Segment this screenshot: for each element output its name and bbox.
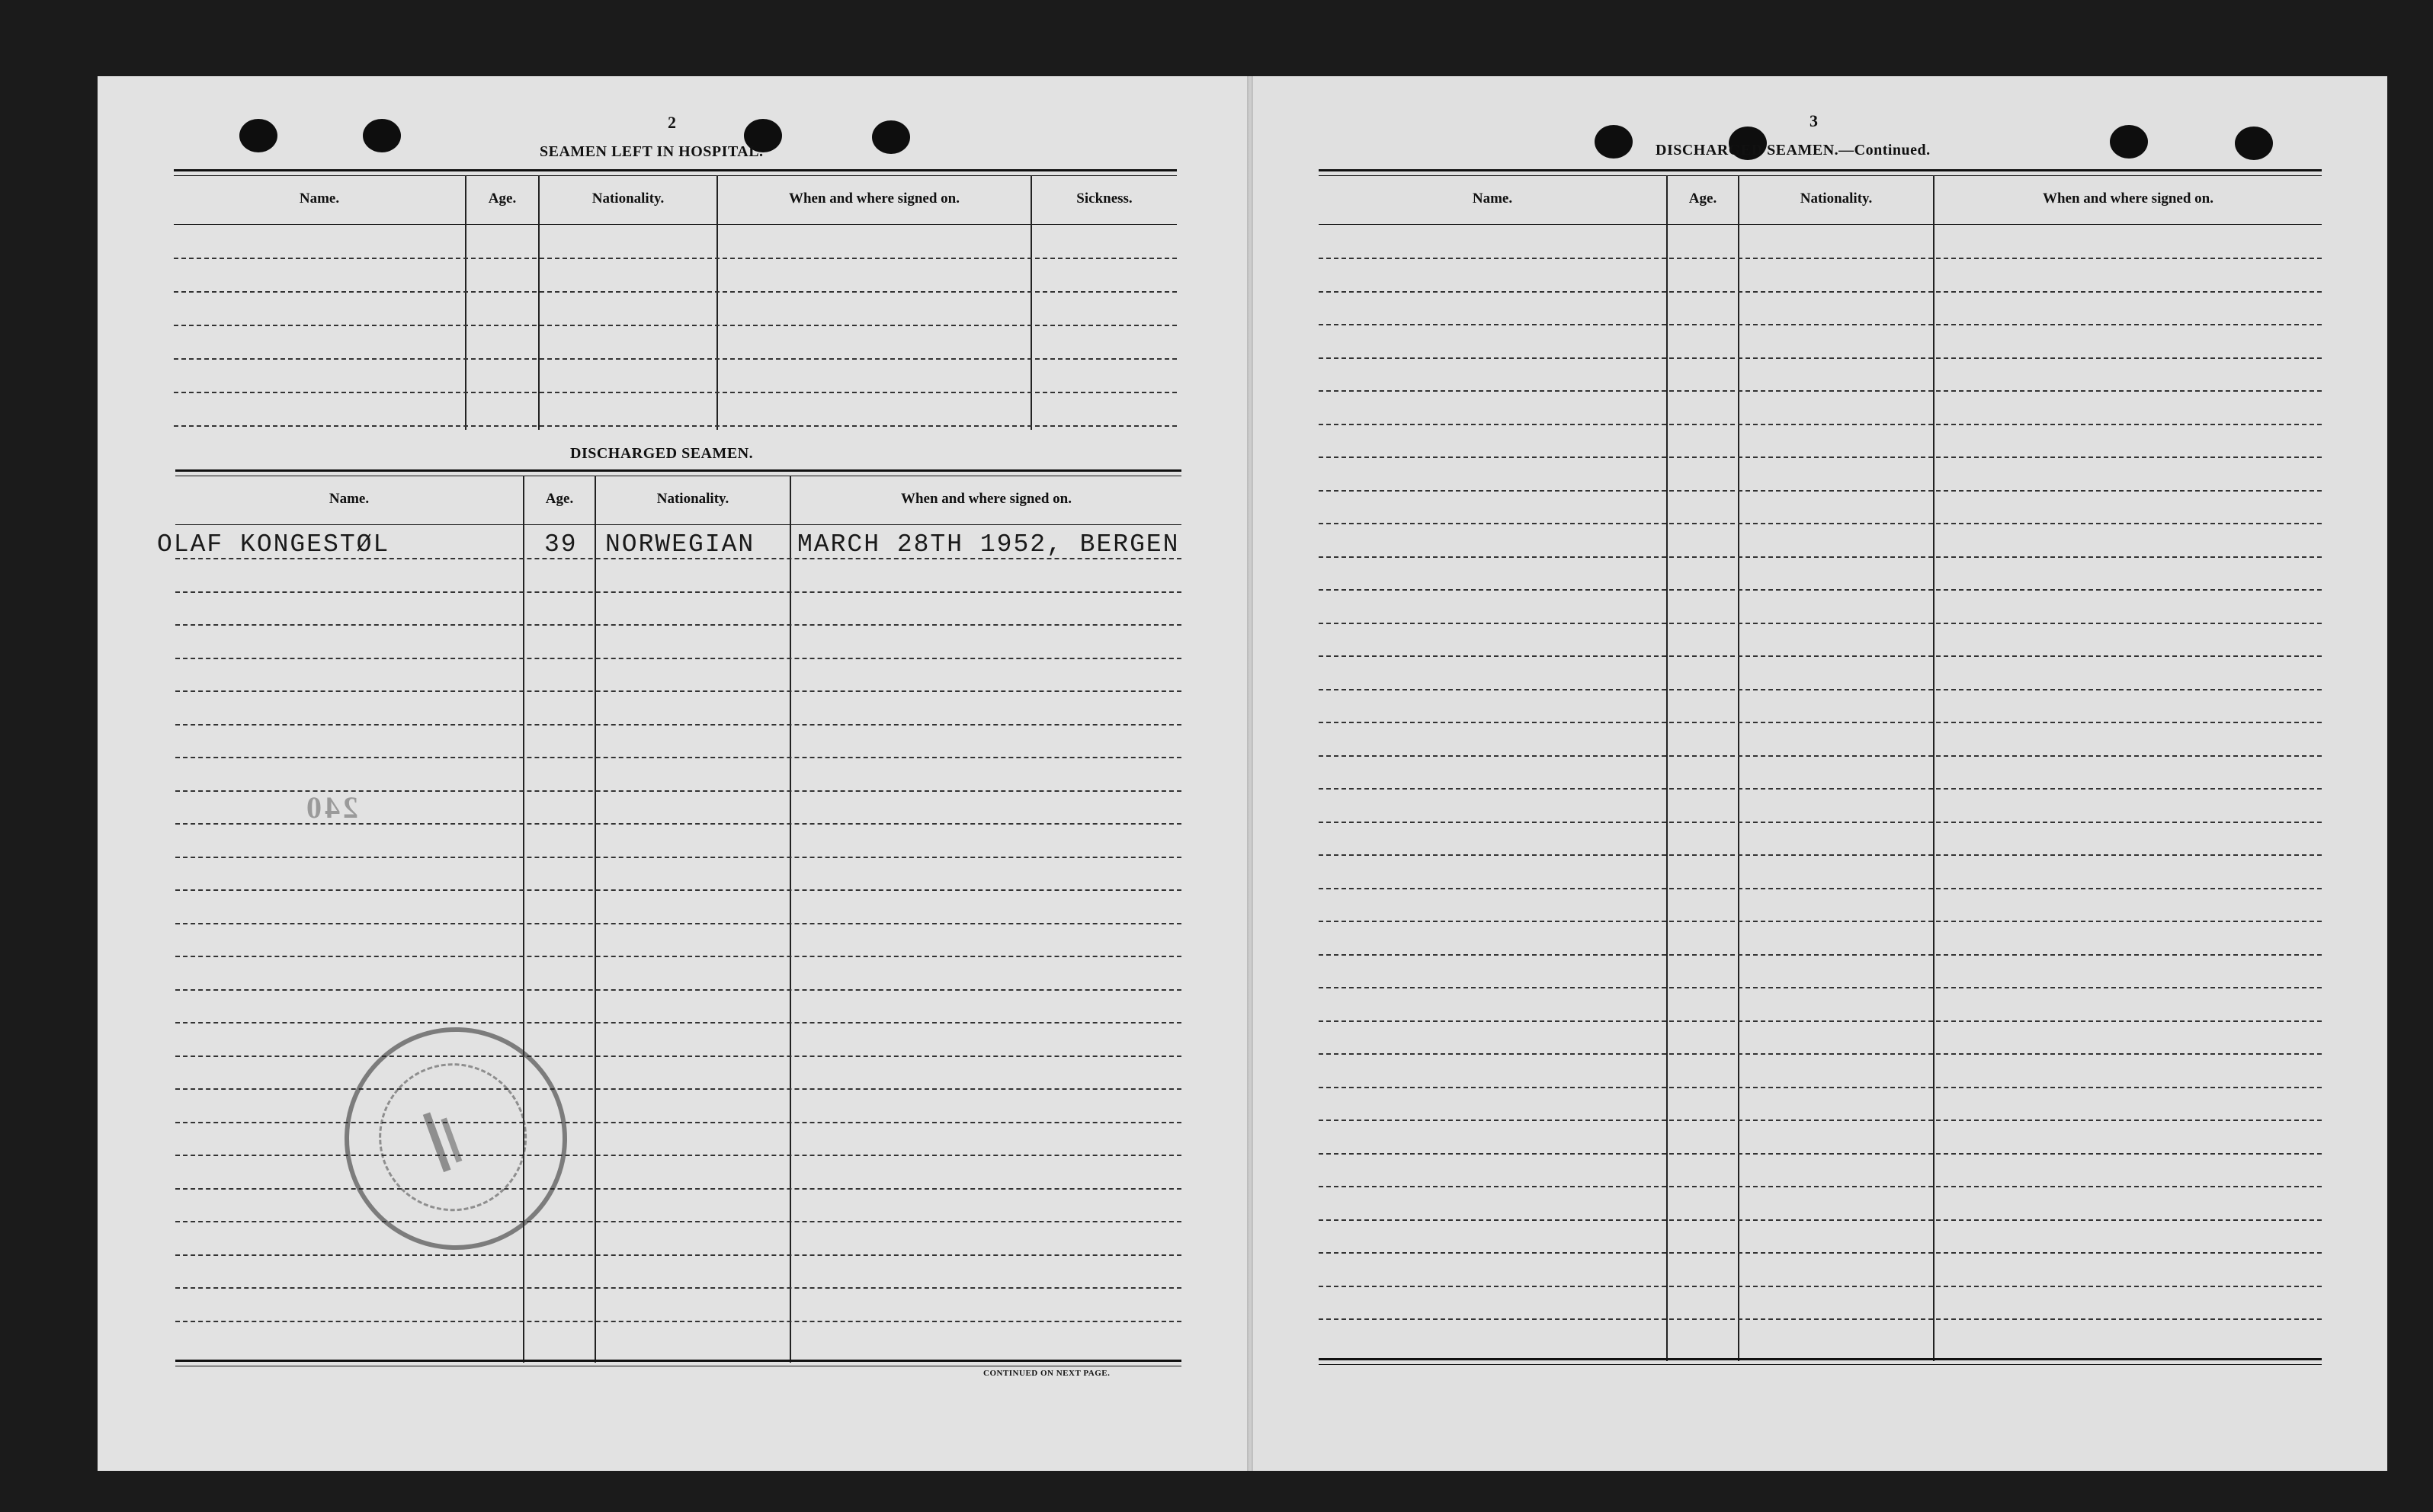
punch-hole	[872, 120, 910, 154]
section-title-discharged-continued: DISCHARGED SEAMEN.—Continued.	[1656, 142, 1931, 159]
page-number: 3	[1810, 111, 1818, 130]
column-header-signed-on: When and where signed on.	[2042, 191, 2213, 207]
page-fold	[1247, 76, 1253, 1471]
column-header-age: Age.	[545, 491, 574, 507]
discharged-table	[175, 469, 1181, 1366]
column-header-sickness: Sickness.	[1076, 191, 1133, 207]
punch-hole	[363, 119, 401, 152]
seaman-signed-on: MARCH 28TH 1952, BERGEN	[797, 530, 1180, 559]
punch-hole	[2235, 127, 2273, 160]
page-number: 2	[668, 113, 676, 132]
discharged-continued-table	[1319, 169, 2322, 1366]
column-header-age: Age.	[488, 191, 517, 207]
column-header-age: Age.	[1688, 191, 1717, 207]
punch-hole	[239, 119, 277, 152]
hospital-table	[174, 169, 1177, 434]
column-header-name: Name.	[329, 491, 370, 507]
column-header-nationality: Nationality.	[1800, 191, 1873, 207]
column-header-signed-on: When and where signed on.	[900, 491, 1072, 507]
section-title-discharged: DISCHARGED SEAMEN.	[570, 445, 754, 462]
show-through-number: 240	[303, 790, 358, 825]
column-header-name: Name.	[1472, 191, 1513, 207]
column-header-name: Name.	[299, 191, 340, 207]
seaman-nationality: NORWEGIAN	[605, 530, 755, 559]
column-header-signed-on: When and where signed on.	[788, 191, 960, 207]
continued-note: CONTINUED ON NEXT PAGE.	[983, 1369, 1111, 1378]
punch-hole	[1595, 125, 1633, 159]
column-header-nationality: Nationality.	[591, 191, 665, 207]
column-header-nationality: Nationality.	[656, 491, 729, 507]
seaman-name: OLAF KONGESTØL	[157, 530, 390, 559]
seaman-age: 39	[544, 530, 578, 559]
section-title-hospital: SEAMEN LEFT IN HOSPITAL.	[540, 143, 764, 160]
punch-hole	[2110, 125, 2148, 159]
